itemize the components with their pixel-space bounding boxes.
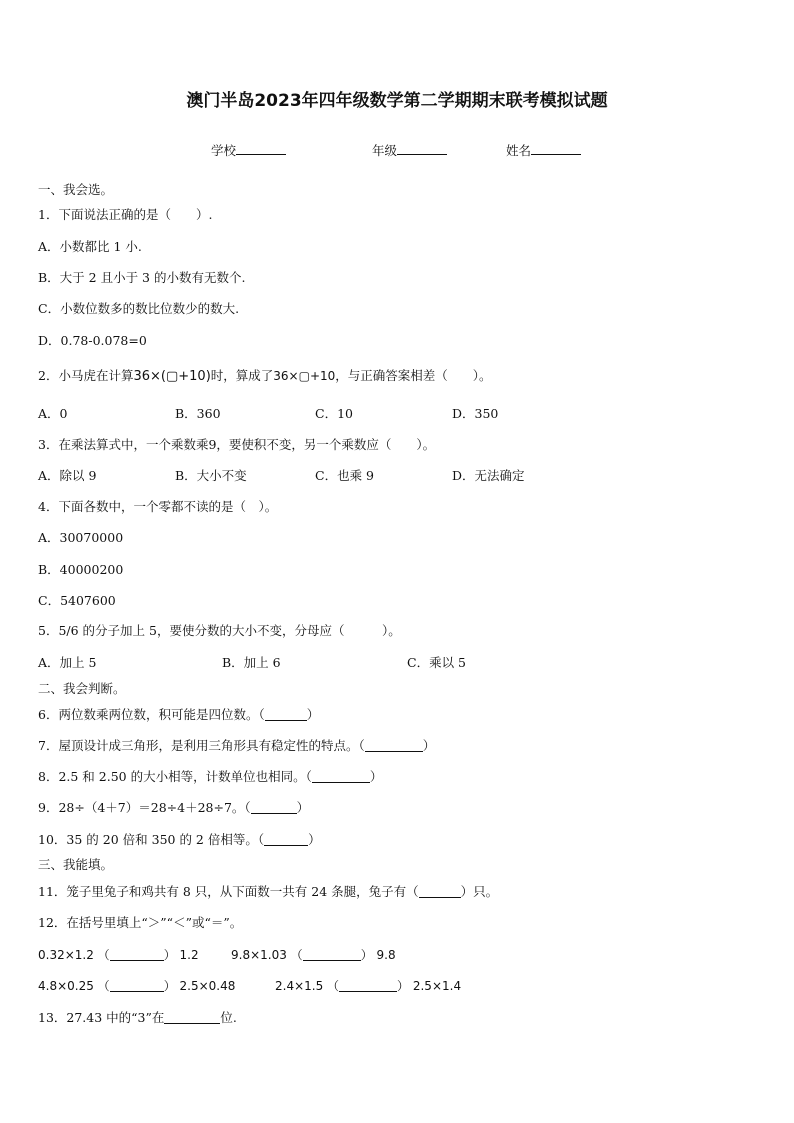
section-heading-3: 三、我能填。 [38,857,114,872]
question-10-close: ） [308,832,321,847]
question-12-item-1-blank[interactable] [110,948,164,961]
grade-blank[interactable] [397,142,447,155]
question-3-option-a: A．除以 9 [38,468,97,483]
question-2-option-c: C．10 [315,406,353,421]
question-2-option-b: B．360 [175,406,221,421]
school-field [211,141,286,159]
question-3-option-b: B．大小不变 [175,468,247,483]
question-7-close: ） [422,738,436,753]
page-title: 澳门半岛2023年四年级数学第二学期期末联考模拟试题 [186,91,608,111]
question-13 [38,1010,237,1026]
question-3-stem: 3．在乘法算式中，一个乘数乘9，要使积不变，另一个乘数应（ ）。 [38,437,436,452]
question-2-option-a: A．0 [38,406,68,421]
question-10 [38,832,321,848]
question-8-text: 8．2.5 和 2.50 的大小相等，计数单位也相同。（ [38,769,312,784]
question-13-text: 13．27.43 中的“3”在 [38,1010,165,1025]
question-2-expression-1: 36×(▢+10) [133,369,211,384]
school-label: 学校 [211,143,237,158]
question-1-option-b: B．大于 2 且小于 3 的小数有无数个. [38,270,246,285]
question-12-item-3-right: ） 2.5×0.48 [163,979,236,993]
question-4-stem: 4．下面各数中，一个零都不读的是（ ）。 [38,499,278,514]
question-11 [38,884,498,900]
question-11-answer-blank[interactable] [419,885,461,898]
name-blank[interactable] [531,142,581,155]
question-2-text-b: 时，算成了 [210,368,274,383]
question-3-option-c: C．也乘 9 [315,468,374,483]
question-1-stem: 1．下面说法正确的是（ ）. [38,207,213,222]
question-10-text: 10．35 的 20 倍和 350 的 2 倍相等。（ [38,832,265,847]
question-2-stem [38,368,492,385]
question-9 [38,800,309,816]
question-7 [38,738,435,754]
question-4-option-c: C．5407600 [38,593,116,608]
question-6 [38,707,319,723]
question-6-answer-blank[interactable] [265,708,307,721]
question-1-option-c: C．小数位数多的数比位数少的数大. [38,301,240,316]
question-12-stem: 12．在括号里填上“＞”“＜”或“＝”。 [38,915,243,930]
question-12-item-3-left: 4.8×0.25 （ [38,979,110,993]
question-7-answer-blank[interactable] [365,739,423,752]
question-1-option-d: D．0.78-0.078=0 [38,333,147,348]
question-12-item-1-right: ） 1.2 [163,948,199,962]
school-blank[interactable] [236,142,286,155]
grade-field [372,141,447,159]
question-2-text-c: ，与正确答案相差（ ）。 [335,368,492,383]
question-10-answer-blank[interactable] [264,833,308,846]
question-4-option-b: B．40000200 [38,562,124,577]
question-12-item-1 [38,947,199,963]
question-2-expression-2: 36×▢+10 [273,369,336,383]
section-heading-2: 二、我会判断。 [38,681,126,696]
question-1-option-a: A．小数都比 1 小. [38,239,142,254]
question-4-option-a: A．30070000 [38,530,124,545]
question-8 [38,769,382,785]
section-heading-1: 一、我会选。 [38,182,114,197]
question-5-stem: 5．5/6 的分子加上 5，要使分数的大小不变，分母应（ ）。 [38,623,401,638]
question-7-text: 7．屋顶设计成三角形，是利用三角形具有稳定性的特点。（ [38,738,365,753]
question-12-item-3 [38,978,235,994]
question-12-item-4-left: 2.4×1.5 （ [275,979,340,993]
grade-label: 年级 [372,143,398,158]
question-9-answer-blank[interactable] [251,801,297,814]
question-12-item-1-left: 0.32×1.2 （ [38,948,110,962]
question-12-item-4-right: ） 2.5×1.4 [397,979,462,993]
question-12-item-2-blank[interactable] [303,948,361,961]
question-5-option-b: B．加上 6 [222,655,281,670]
question-6-close: ） [306,707,320,722]
question-5-option-c: C．乘以 5 [407,655,466,670]
question-12-item-2-right: ） 9.8 [360,948,396,962]
question-8-close: ） [369,769,383,784]
question-5-option-a: A．加上 5 [38,655,97,670]
question-12-item-2 [231,947,396,963]
question-12-item-2-left: 9.8×1.03 （ [231,948,303,962]
name-label: 姓名 [506,143,532,158]
question-12-item-4 [275,978,461,994]
question-2-text-a: 2．小马虎在计算 [38,368,134,383]
question-2-option-d: D．350 [452,406,499,421]
question-9-close: ） [296,800,310,815]
question-6-text: 6．两位数乘两位数，积可能是四位数。（ [38,707,265,722]
question-11-close: ）只。 [460,884,499,899]
question-12-item-4-blank[interactable] [339,979,397,992]
question-12-item-3-blank[interactable] [110,979,164,992]
question-13-answer-blank[interactable] [164,1011,220,1024]
question-9-text: 9．28÷（4＋7）＝28÷4＋28÷7。（ [38,800,251,815]
question-13-end: 位. [220,1010,237,1025]
question-3-option-d: D．无法确定 [452,468,525,483]
question-8-answer-blank[interactable] [312,770,370,783]
name-field [506,141,581,159]
question-11-text: 11．笼子里兔子和鸡共有 8 只，从下面数一共有 24 条腿，兔子有（ [38,884,419,899]
